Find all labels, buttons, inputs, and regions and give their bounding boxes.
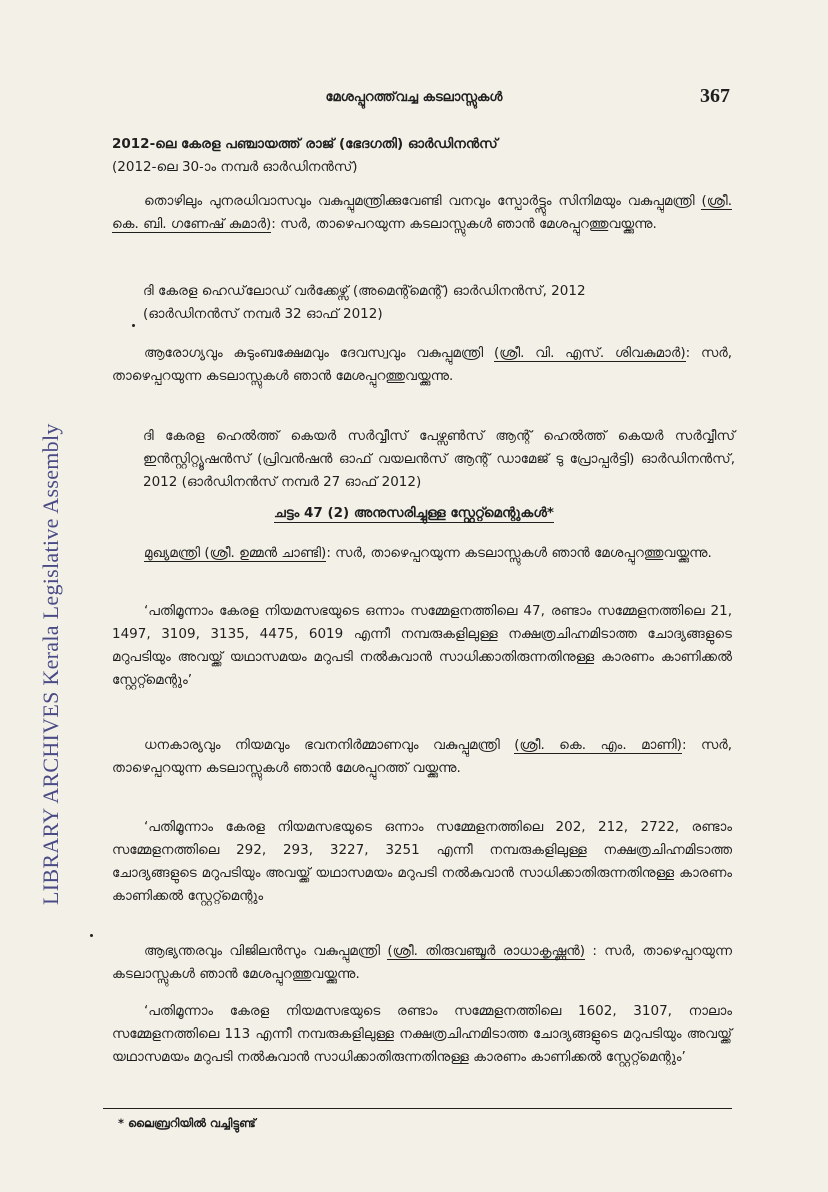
- ordinance3-title: ദി കേരള ഹെൽത്ത് കെയർ സർവ്വീസ് പേഴ്സൺസ് ആന്റ് ഹെൽത്ത് കെയർ സർവ്വീസ് ഇൻസ്റ്റിറ്റ്യൂഷൻസ് (പ്രിവൻഷൻ ഓഫ് വയലൻസ് ആന്റ് ഡാമേജ് ടു പ്രോപ്പർട്ടി) ഓർഡിനൻസ്, 2012 (ഓർഡിനൻസ് നമ്പർ 27 ഓഫ് 2012): [143, 428, 735, 490]
- para1-speaker: (ശ്രീ. കെ. ബി. ഗണേഷ് കുമാർ): [112, 193, 732, 232]
- ordinance1-title: 2012-ലെ കേരള പഞ്ചായത്ത് രാജ് (ഭേദഗതി) ഓർഡിനൻസ്: [112, 136, 498, 152]
- para1: [112, 190, 732, 236]
- archive-watermark: LIBRARY ARCHIVES Kerala Legislative Assembly: [38, 423, 63, 905]
- para2-speaker: (ശ്രീ. വി. എസ്. ശിവകുമാർ): [493, 345, 686, 361]
- ordinance2-block: [143, 280, 735, 326]
- ordinance1-subtitle: (2012-ലെ 30-ാം നമ്പർ ഓർഡിനൻസ്): [112, 159, 358, 175]
- para2: [112, 342, 732, 388]
- para1-lead: തൊഴിലും പുനരധിവാസവും വകുപ്പുമന്ത്രിക്കുവേണ്ടി വനവും സ്പോർട്ട്സും സിനിമയും വകുപ്പുമന്ത്രി: [144, 193, 702, 209]
- section-heading-text: ചട്ടം 47 (2) അനുസരിച്ചുള്ള സ്റ്റേറ്റ്മെന്റുകൾ*: [274, 505, 554, 521]
- para3-lead: മുഖ്യമന്ത്രി (ശ്രീ. ഉമ്മൻ ചാണ്ടി): [144, 545, 327, 561]
- para4-speaker: (ശ്രീ. കെ. എം. മാണി): [514, 737, 682, 753]
- ordinance2-title: ദി കേരള ഹെഡ്‌ലോഡ് വർക്കേഴ്സ് (അമെന്റ്മെന്റ്) ഓർഡിനൻസ്, 2012: [143, 283, 586, 299]
- para1-rest: : സർ, താഴെപറയുന്ന കടലാസ്സുകൾ ഞാൻ മേശപ്പുറത്തുവയ്ക്കുന്നു.: [271, 216, 657, 232]
- footnote: * ലൈബ്രറിയിൽ വച്ചിട്ടുണ്ട്: [118, 1116, 256, 1130]
- statement2: ‘പതിമൂന്നാം കേരള നിയമസഭയുടെ ഒന്നാം സമ്മേളനത്തിലെ 202, 212, 2722, രണ്ടാം സമ്മേളനത്തിലെ 292, 293, 3227, 3251 എന്നീ നമ്പരുകളിലുള്ള നക്ഷത്രചിഹ്നമിടാത്ത ചോദ്യങ്ങളുടെ മറുപടിയും അവയ്ക്ക് യഥാസമയം മറുപടി നൽകുവാൻ സാധിക്കാതിരുന്നതിനുള്ള കാരണം കാണിക്കൽ സ്റ്റേറ്റ്മെന്റും: [112, 819, 732, 904]
- para2-rest: : സർ, താഴെപ്പറയുന്ന കടലാസ്സുകൾ ഞാൻ മേശപ്പുറത്തുവയ്ക്കുന്നു.: [112, 345, 733, 384]
- para5: [112, 940, 732, 986]
- para5-rest: : സർ, താഴെപ്പറയുന്ന കടലാസ്സുകൾ ഞാൻ മേശപ്പുറത്തുവയ്ക്കുന്നു.: [112, 943, 732, 982]
- para4: [112, 734, 732, 780]
- para2-lead: ആരോഗ്യവും കുടുംബക്ഷേമവും ദേവസ്വവും വകുപ്പുമന്ത്രി: [144, 345, 494, 361]
- page-number: 367: [700, 85, 730, 107]
- footnote-divider: [103, 1108, 732, 1109]
- para3: [112, 542, 732, 565]
- running-head: മേശപ്പുറത്ത്‌വച്ച കടലാസ്സുകൾ: [325, 90, 503, 105]
- para4-rest: : സർ, താഴെപ്പറയുന്ന കടലാസ്സുകൾ ഞാൻ മേശപ്പുറത്ത് വയ്ക്കുന്നു.: [112, 737, 732, 776]
- para3-rest: : സർ, താഴെപ്പറയുന്ന കടലാസ്സുകൾ ഞാൻ മേശപ്പുറത്തുവയ്ക്കുന്നു.: [326, 545, 712, 561]
- statement1: ‘പതിമൂന്നാം കേരള നിയമസഭയുടെ ഒന്നാം സമ്മേളനത്തിലെ 47, രണ്ടാം സമ്മേളനത്തിലെ 21, 1497, 3109, 3135, 4475, 6019 എന്നീ നമ്പരുകളിലുള്ള നക്ഷത്രചിഹ്നമിടാത്ത ചോദ്യങ്ങളുടെ മറുപടിയും അവയ്ക്ക് യഥാസമയം മറുപടി നൽകുവാൻ സാധിക്കാതിരുന്നതിനുള്ള കാരണം കാണിക്കൽ സ്റ്റേറ്റ്മെന്റും’: [112, 603, 732, 688]
- para4-lead: ധനകാര്യവും നിയമവും ഭവനനിർമ്മാണവും വകുപ്പുമന്ത്രി: [144, 737, 515, 753]
- para5-speaker: (ശ്രീ. തിരുവഞ്ചൂർ രാധാകൃഷ്ണൻ): [387, 943, 585, 959]
- scan-speck: [132, 324, 135, 327]
- section-heading: [0, 505, 828, 521]
- ordinance1-block: [112, 133, 732, 179]
- ordinance2-subtitle: (ഓർഡിനൻസ് നമ്പർ 32 ഓഫ് 2012): [143, 306, 383, 322]
- statement3: ‘പതിമൂന്നാം കേരള നിയമസഭയുടെ രണ്ടാം സമ്മേളനത്തിലെ 1602, 3107, നാലാം സമ്മേളനത്തിലെ 113 എന്നീ നമ്പരുകളിലുള്ള നക്ഷത്രചിഹ്നമിടാത്ത ചോദ്യങ്ങളുടെ മറുപടിയും അവയ്ക്ക് യഥാസമയം മറുപടി നൽകുവാൻ സാധിക്കാതിരുന്നതിനുള്ള കാരണം കാണിക്കൽ സ്റ്റേറ്റ്മെന്റും’: [112, 1003, 732, 1065]
- scan-speck: [90, 934, 93, 937]
- para5-lead: ആഭ്യന്തരവും വിജിലൻസും വകുപ്പുമന്ത്രി: [144, 943, 388, 959]
